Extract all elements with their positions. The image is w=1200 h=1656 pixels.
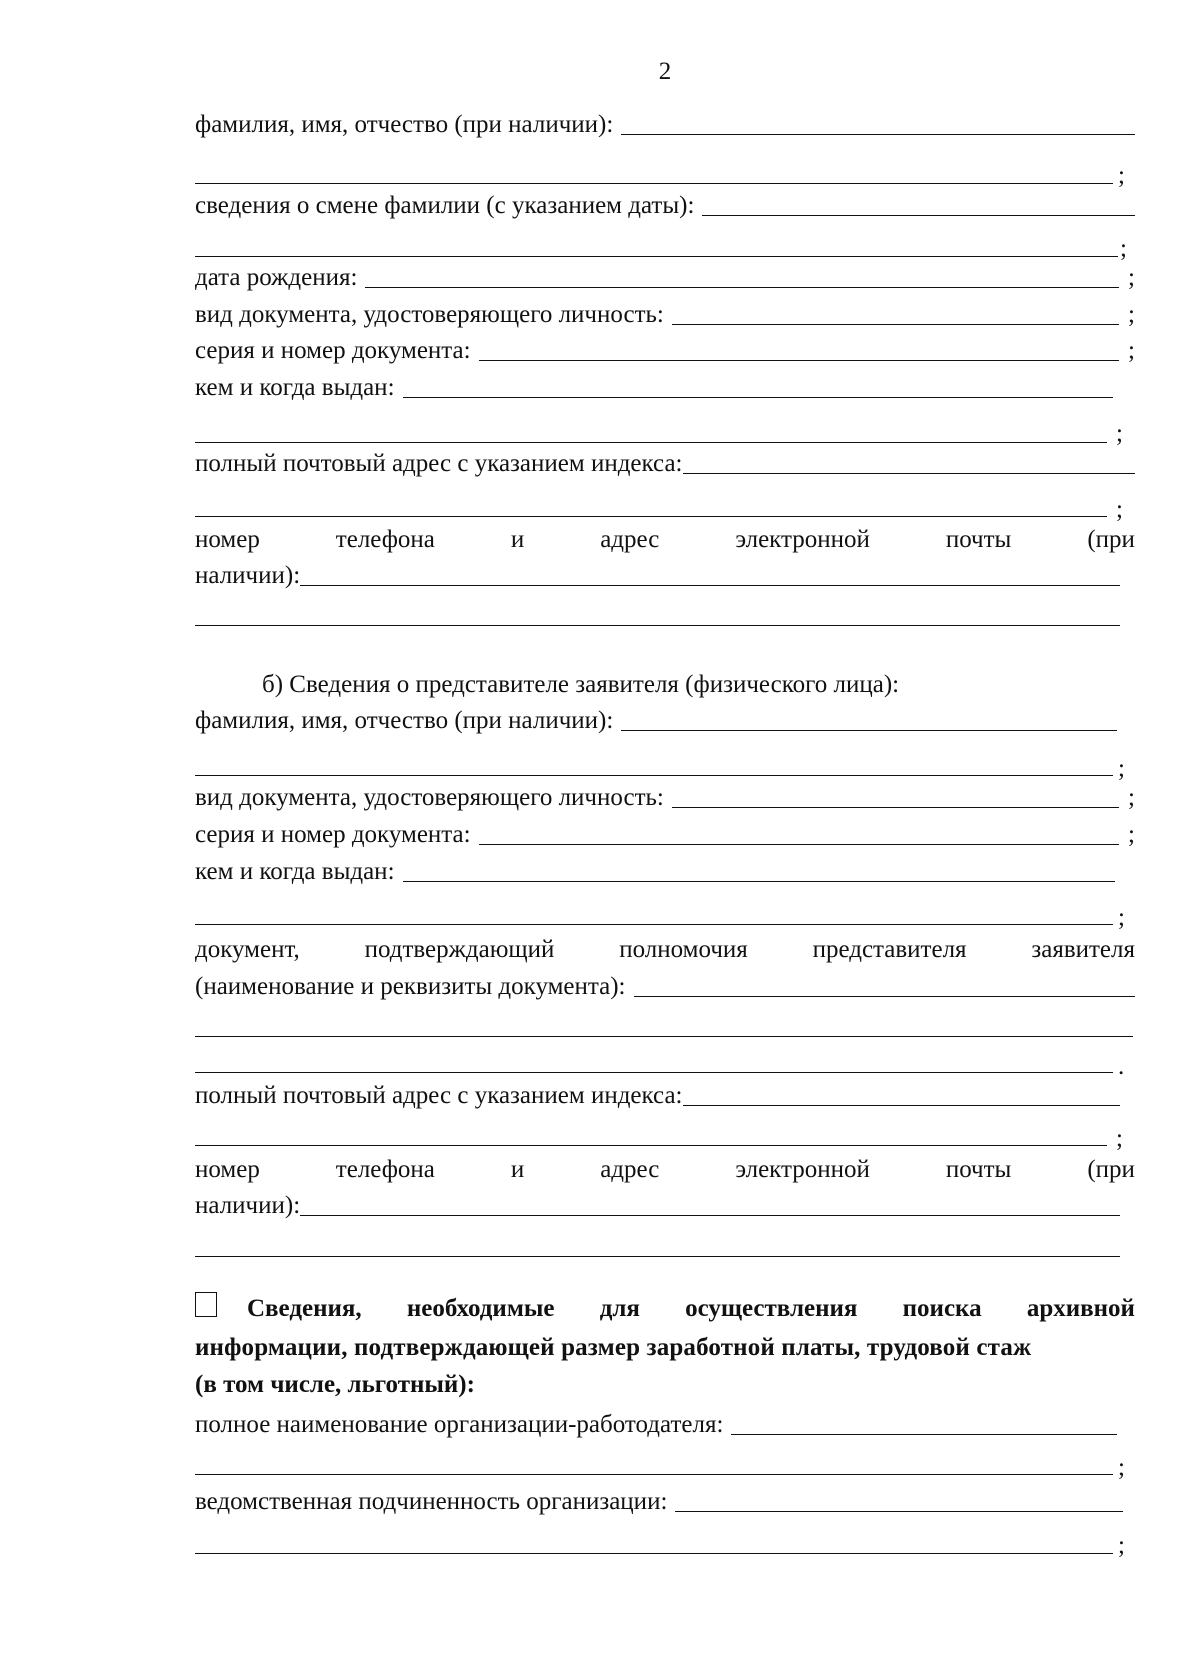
- applicant-doc-type-line[interactable]: [672, 302, 1119, 325]
- applicant-fio-field[interactable]: [195, 110, 1135, 140]
- archive-heading-line-2: информации, подтверждающей размер заработной платы, трудовой стаж: [195, 1334, 1032, 1361]
- archive-heading-word: архивной: [1026, 1295, 1135, 1322]
- semicolon: ;: [1118, 1532, 1125, 1559]
- representative-address-label: полный почтовый адрес с указанием индекса:: [195, 1082, 683, 1109]
- phone-word: телефона: [335, 1156, 435, 1183]
- archive-heading-word: поиска: [902, 1295, 982, 1322]
- phone-word: и: [510, 526, 525, 553]
- archive-subordination-line-2[interactable]: [195, 1553, 1113, 1554]
- applicant-phone-line-2[interactable]: [195, 625, 1120, 626]
- representative-authority-line[interactable]: [634, 974, 1135, 997]
- applicant-birth-date-label: дата рождения:: [195, 264, 358, 291]
- representative-address-line-2[interactable]: [195, 1145, 1107, 1146]
- archive-employer-field[interactable]: [195, 1410, 1117, 1440]
- representative-doc-series-label: серия и номер документа:: [195, 821, 471, 848]
- representative-phone-label: наличии):: [195, 1192, 301, 1219]
- applicant-fio-line[interactable]: [621, 112, 1135, 135]
- semicolon: ;: [1128, 264, 1135, 291]
- representative-heading: б) Сведения о представителе заявителя (физического лица):: [262, 671, 900, 698]
- archive-heading-word: необходимые: [406, 1295, 555, 1322]
- semicolon: ;: [1118, 904, 1125, 931]
- archive-heading-word: Сведения,: [247, 1295, 362, 1322]
- semicolon: ;: [1128, 337, 1135, 364]
- phone-word: электронной: [735, 526, 870, 553]
- phone-word: номер: [195, 526, 260, 553]
- applicant-doc-series-label: серия и номер документа:: [195, 337, 471, 364]
- archive-employer-label: полное наименование организации-работодателя:: [195, 1411, 724, 1438]
- period: .: [1118, 1053, 1125, 1080]
- phone-word: и: [510, 1156, 525, 1183]
- representative-fio-line-2[interactable]: [195, 775, 1113, 776]
- phone-word: (при: [1087, 1156, 1135, 1183]
- phone-word: адрес: [600, 526, 660, 553]
- representative-doc-type-line[interactable]: [672, 785, 1119, 808]
- representative-authority-label: (наименование и реквизиты документа):: [195, 973, 626, 1000]
- applicant-issued-line-2[interactable]: [195, 442, 1107, 443]
- applicant-address-field[interactable]: [195, 449, 1135, 479]
- representative-issued-line[interactable]: [403, 859, 1115, 882]
- archive-subordination-line[interactable]: [675, 1489, 1123, 1512]
- archive-subordination-field[interactable]: [195, 1487, 1123, 1517]
- archive-employer-line[interactable]: [731, 1412, 1117, 1435]
- archive-heading-line-3: (в том числе, льготный):: [195, 1371, 475, 1398]
- applicant-address-label: полный почтовый адрес с указанием индекса:: [195, 450, 683, 477]
- phone-word: (при: [1087, 526, 1135, 553]
- archive-employer-line-2[interactable]: [195, 1474, 1113, 1475]
- representative-phone-line[interactable]: [300, 1193, 1120, 1216]
- semicolon: ;: [1116, 496, 1123, 523]
- applicant-doc-series-line[interactable]: [479, 338, 1119, 361]
- semicolon: ;: [1118, 755, 1125, 782]
- phone-word: номер: [195, 1156, 260, 1183]
- phone-word: адрес: [600, 1156, 660, 1183]
- representative-address-line[interactable]: [683, 1083, 1121, 1106]
- representative-fio-field[interactable]: [195, 706, 1117, 736]
- representative-issued-line-2[interactable]: [195, 924, 1113, 925]
- applicant-doc-type-field[interactable]: [195, 300, 1135, 330]
- authority-word: представителя: [812, 936, 967, 963]
- representative-doc-series-line[interactable]: [479, 822, 1119, 845]
- phone-word: почты: [945, 526, 1012, 553]
- archive-heading-word: осуществления: [685, 1295, 858, 1322]
- representative-doc-type-label: вид документа, удостоверяющего личность:: [195, 784, 664, 811]
- semicolon: ;: [1120, 235, 1127, 262]
- representative-phone-field[interactable]: [195, 1191, 1120, 1221]
- semicolon: ;: [1128, 301, 1135, 328]
- archive-heading-line-1: [195, 1294, 1135, 1324]
- representative-address-field[interactable]: [195, 1081, 1120, 1111]
- representative-phone-label-line-1: [195, 1155, 1135, 1185]
- applicant-doc-series-field[interactable]: [195, 336, 1135, 366]
- archive-subordination-label: ведомственная подчиненность организации:: [195, 1488, 668, 1515]
- applicant-phone-label: наличии):: [195, 562, 301, 589]
- page-number: 2: [658, 58, 672, 85]
- representative-doc-series-field[interactable]: [195, 820, 1135, 850]
- representative-fio-line[interactable]: [621, 708, 1117, 731]
- authority-word: документ,: [195, 936, 300, 963]
- representative-authority-line-3[interactable]: [195, 1072, 1113, 1073]
- applicant-name-change-line[interactable]: [702, 193, 1135, 216]
- applicant-fio-label: фамилия, имя, отчество (при наличии):: [195, 111, 614, 138]
- applicant-address-line[interactable]: [683, 451, 1136, 474]
- applicant-name-change-field[interactable]: [195, 191, 1135, 221]
- semicolon: ;: [1128, 821, 1135, 848]
- semicolon: ;: [1118, 162, 1125, 189]
- applicant-name-change-label: сведения о смене фамилии (с указанием даты):: [195, 192, 695, 219]
- phone-word: почты: [945, 1156, 1012, 1183]
- semicolon: ;: [1128, 784, 1135, 811]
- applicant-birth-date-field[interactable]: [195, 263, 1135, 293]
- applicant-doc-type-label: вид документа, удостоверяющего личность:: [195, 301, 664, 328]
- representative-issued-label: кем и когда выдан:: [195, 858, 395, 885]
- applicant-phone-label-line-1: [195, 525, 1135, 555]
- authority-word: заявителя: [1031, 936, 1135, 963]
- semicolon: ;: [1116, 420, 1123, 447]
- authority-word: полномочия: [619, 936, 748, 963]
- representative-phone-line-2[interactable]: [195, 1256, 1120, 1257]
- semicolon: ;: [1118, 1454, 1125, 1481]
- phone-word: телефона: [335, 526, 435, 553]
- applicant-issued-field[interactable]: [195, 373, 1113, 403]
- applicant-issued-line[interactable]: [403, 375, 1113, 398]
- representative-issued-field[interactable]: [195, 857, 1115, 887]
- archive-heading-word: для: [599, 1295, 640, 1322]
- applicant-birth-date-line[interactable]: [365, 265, 1119, 288]
- semicolon: ;: [1116, 1125, 1123, 1152]
- representative-authority-field[interactable]: [195, 972, 1135, 1002]
- applicant-phone-field[interactable]: [195, 561, 1120, 591]
- phone-word: электронной: [735, 1156, 870, 1183]
- applicant-fio-line-2[interactable]: [195, 183, 1113, 184]
- representative-authority-line-2[interactable]: [195, 1036, 1133, 1037]
- representative-doc-type-field[interactable]: [195, 783, 1135, 813]
- applicant-issued-label: кем и когда выдан:: [195, 374, 395, 401]
- authority-word: подтверждающий: [364, 936, 555, 963]
- representative-fio-label: фамилия, имя, отчество (при наличии):: [195, 707, 614, 734]
- applicant-phone-line[interactable]: [300, 563, 1120, 586]
- representative-authority-label-line-1: [195, 935, 1135, 965]
- applicant-name-change-line-2[interactable]: [195, 256, 1118, 257]
- applicant-address-line-2[interactable]: [195, 516, 1107, 517]
